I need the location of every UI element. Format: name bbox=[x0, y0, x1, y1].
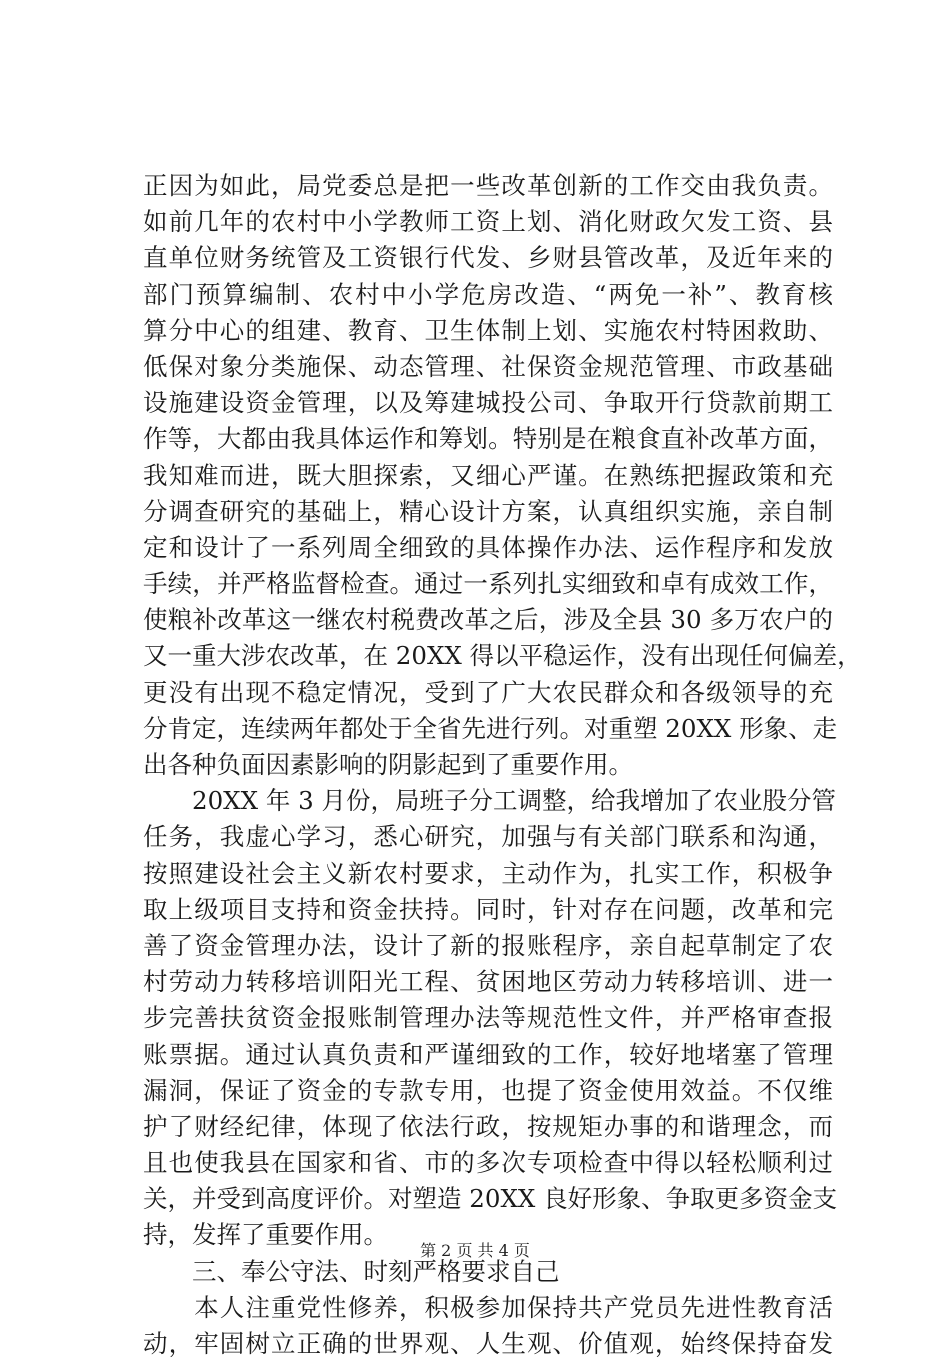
text-line: 正因为如此，局党委总是把一些改革创新的工作交由我负责。 bbox=[143, 171, 833, 200]
text-line: 部门预算编制、农村中小学危房改造、“两免一补”、教育核 bbox=[143, 279, 833, 309]
text-line: 按照建设社会主义新农村要求，主动作为，扎实工作，积极争 bbox=[143, 858, 833, 888]
text-line: 动，牢固树立正确的世界观、人生观、价值观，始终保持奋发 bbox=[143, 1329, 833, 1358]
text-line: 作等，大都由我具体运作和筹划。特别是在粮食直补改革方面， bbox=[143, 424, 833, 454]
page-footer: 第 2 页 共 4 页 bbox=[420, 1241, 530, 1260]
text-line: 关，并受到高度评价。对塑造 20XX 良好形象、争取更多资金支 bbox=[143, 1184, 838, 1214]
text-line: 步完善扶贫资金报账制管理办法等规范性文件，并严格审查报 bbox=[143, 1003, 833, 1033]
text-line: 本人注重党性修养，积极参加保持共产党员先进性教育活 bbox=[143, 1292, 833, 1322]
text-line: 任务，我虚心学习，悉心研究，加强与有关部门联系和沟通， bbox=[143, 822, 833, 852]
text-line: 设施建设资金管理，以及筹建城投公司、争取开行贷款前期工 bbox=[143, 388, 833, 418]
text-line: 漏洞，保证了资金的专款专用，也提了资金使用效益。不仅维 bbox=[143, 1075, 833, 1105]
document-body bbox=[143, 168, 862, 1362]
text-line: 直单位财务统管及工资银行代发、乡财县管改革，及近年来的 bbox=[143, 243, 833, 273]
text-line: 护了财经纪律，体现了依法行政，按规矩办事的和谐理念，而 bbox=[143, 1111, 833, 1141]
text-line: 善了资金管理办法，设计了新的报账程序，亲自起草制定了农 bbox=[143, 930, 833, 960]
text-line: 我知难而进，既大胆探索，又细心严谨。在熟练把握政策和充 bbox=[143, 460, 833, 490]
text-line: 分肯定，连续两年都处于全省先进行列。对重塑 20XX 形象、走 bbox=[143, 713, 838, 743]
text-line: 低保对象分类施保、动态管理、社保资金规范管理、市政基础 bbox=[143, 351, 833, 381]
text-line: 账票据。通过认真负责和严谨细致的工作，较好地堵塞了管理 bbox=[143, 1039, 833, 1069]
text-line: 算分中心的组建、教育、卫生体制上划、实施农村特困救助、 bbox=[143, 315, 833, 345]
text-line: 20XX 年 3 月份，局班子分工调整，给我增加了农业股分管 bbox=[143, 786, 837, 816]
text-line: 手续，并严格监督检查。通过一系列扎实细致和卓有成效工作， bbox=[143, 569, 833, 599]
text-line: 持，发挥了重要作用。 bbox=[143, 1220, 388, 1250]
text-line: 出各种负面因素影响的阴影起到了重要作用。 bbox=[143, 750, 633, 779]
text-line: 定和设计了一系列周全细致的具体操作办法、运作程序和发放 bbox=[143, 532, 833, 562]
text-line: 村劳动力转移培训阳光工程、贫困地区劳动力转移培训、进一 bbox=[143, 967, 833, 997]
text-line: 取上级项目支持和资金扶持。同时，针对存在问题，改革和完 bbox=[143, 894, 833, 924]
text-line: 又一重大涉农改革，在 20XX 得以平稳运作，没有出现任何偏差， bbox=[143, 641, 862, 671]
text-line: 使粮补改革这一继农村税费改革之后，涉及全县 30 多万农户的 bbox=[143, 605, 833, 635]
text-line: 更没有出现不稳定情况，受到了广大农民群众和各级领导的充 bbox=[143, 677, 833, 707]
text-line: 分调查研究的基础上，精心设计方案，认真组织实施，亲自制 bbox=[143, 496, 833, 526]
text-line: 且也使我县在国家和省、市的多次专项检查中得以轻松顺利过 bbox=[143, 1148, 833, 1178]
text-line: 如前几年的农村中小学教师工资上划、消化财政欠发工资、县 bbox=[143, 207, 833, 237]
text-line: 三、奉公守法、时刻严格要求自己 bbox=[143, 1256, 560, 1286]
